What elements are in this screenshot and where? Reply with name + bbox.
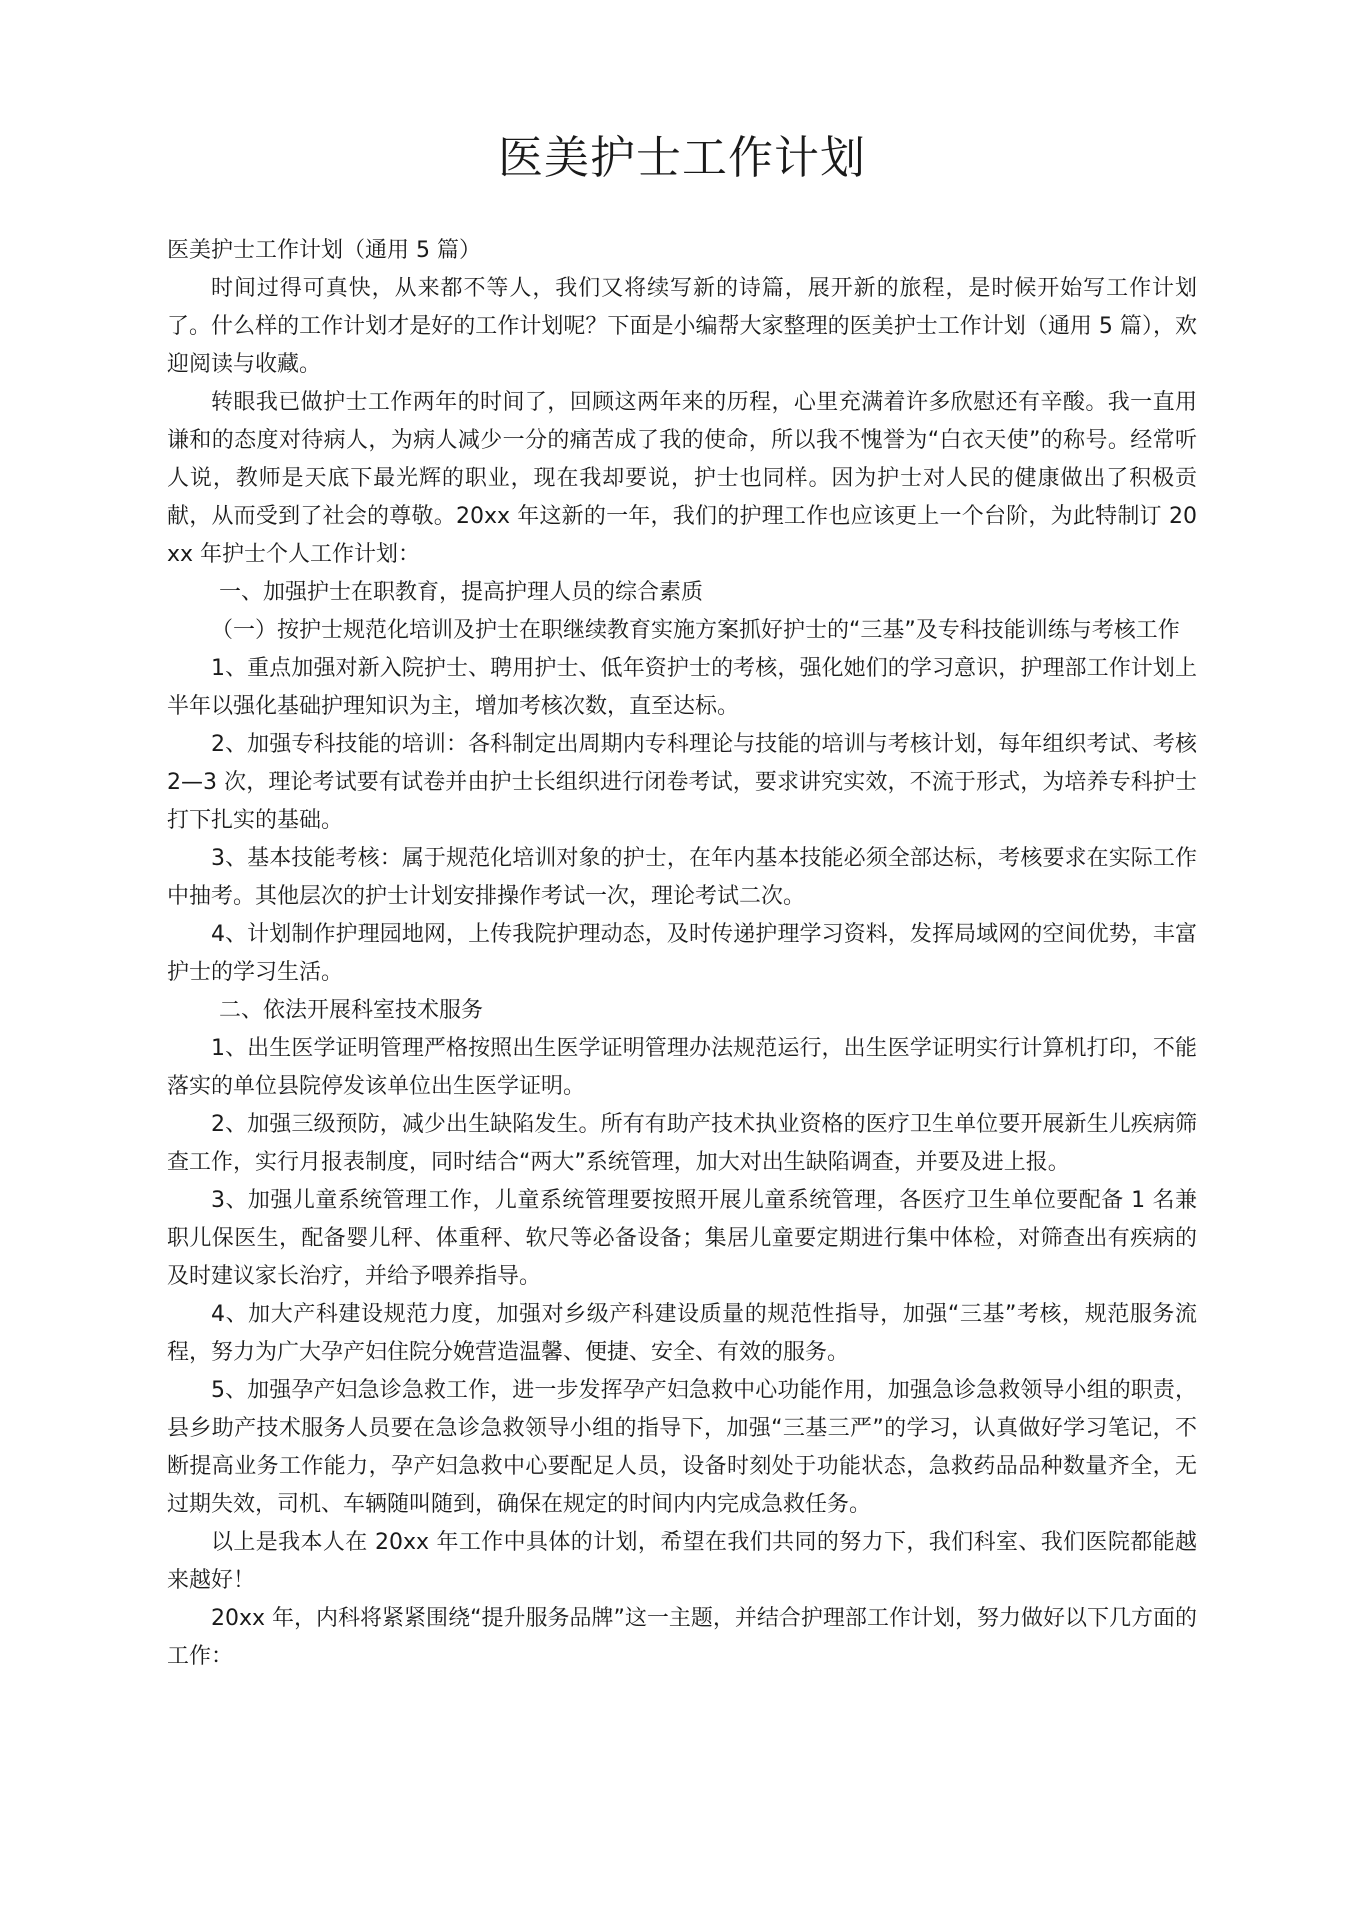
paragraph-intro: 时间过得可真快，从来都不等人，我们又将续写新的诗篇，展开新的旅程，是时候开始写工作计划了。什么样的工作计划才是好的工作计划呢？下面是小编帮大家整理的医美护士工作计划（通用 5 篇），欢迎阅读与收藏。 bbox=[167, 276, 1197, 377]
paragraph-conclusion: 以上是我本人在 20xx 年工作中具体的计划，希望在我们共同的努力下，我们科室、我们医院都能越来越好！ bbox=[167, 1530, 1197, 1593]
list-item: 3、基本技能考核：属于规范化培训对象的护士，在年内基本技能必须全部达标，考核要求在实际工作中抽考。其他层次的护士计划安排操作考试一次，理论考试二次。 bbox=[167, 846, 1197, 909]
list-item: 1、出生医学证明管理严格按照出生医学证明管理办法规范运行，出生医学证明实行计算机打印，不能落实的单位县院停发该单位出生医学证明。 bbox=[167, 1036, 1197, 1099]
list-item: 2、加强三级预防，减少出生缺陷发生。所有有助产技术执业资格的医疗卫生单位要开展新生儿疾病筛查工作，实行月报表制度，同时结合“两大”系统管理，加大对出生缺陷调查，并要及进上报。 bbox=[167, 1112, 1197, 1175]
list-item: 3、加强儿童系统管理工作，儿童系统管理要按照开展儿童系统管理，各医疗卫生单位要配备 1 名兼职儿保医生，配备婴儿秤、体重秤、软尺等必备设备；集居儿童要定期进行集中体检，对筛查出有疾病的及时建议家长治疗，并给予喂养指导。 bbox=[167, 1188, 1197, 1289]
paragraph-overview: 转眼我已做护士工作两年的时间了，回顾这两年来的历程，心里充满着许多欣慰还有辛酸。我一直用谦和的态度对待病人，为病人减少一分的痛苦成了我的使命，所以我不愧誉为“白衣天使”的称号。经常听人说，教师是天底下最光辉的职业，现在我却要说，护士也同样。因为护士对人民的健康做出了积极贡献，从而受到了社会的尊敬。20xx 年这新的一年，我们的护理工作也应该更上一个台阶，为此特制订 20xx 年护士个人工作计划： bbox=[167, 390, 1197, 567]
list-item: 1、重点加强对新入院护士、聘用护士、低年资护士的考核，强化她们的学习意识，护理部工作计划上半年以强化基础护理知识为主，增加考核次数，直至达标。 bbox=[167, 656, 1197, 719]
list-item: 5、加强孕产妇急诊急救工作，进一步发挥孕产妇急救中心功能作用，加强急诊急救领导小组的职责，县乡助产技术服务人员要在急诊急救领导小组的指导下，加强“三基三严”的学习，认真做好学习笔记，不断提高业务工作能力，孕产妇急救中心要配足人员，设备时刻处于功能状态，急救药品品种数量齐全，无过期失效，司机、车辆随叫随到，确保在规定的时间内内完成急救任务。 bbox=[167, 1378, 1197, 1517]
subsection-heading-1: （一）按护士规范化培训及护士在职继续教育实施方案抓好护士的“三基”及专科技能训练与考核工作 bbox=[211, 618, 1180, 643]
list-item: 4、计划制作护理园地网，上传我院护理动态，及时传递护理学习资料，发挥局域网的空间优势，丰富护士的学习生活。 bbox=[167, 922, 1197, 985]
document-title: 医美护士工作计划 bbox=[497, 131, 866, 184]
section-heading-1: 一、加强护士在职教育，提高护理人员的综合素质 bbox=[219, 580, 704, 605]
list-item: 2、加强专科技能的培训：各科制定出周期内专科理论与技能的培训与考核计划，每年组织考试、考核 2—3 次，理论考试要有试卷并由护士长组织进行闭卷考试，要求讲究实效，不流于形式，为培养专科护士打下扎实的基础。 bbox=[167, 732, 1197, 833]
document-body bbox=[167, 232, 1197, 1676]
list-item: 4、加大产科建设规范力度，加强对乡级产科建设质量的规范性指导，加强“三基”考核，规范服务流程，努力为广大孕产妇住院分娩营造温馨、便捷、安全、有效的服务。 bbox=[167, 1302, 1197, 1365]
paragraph-next-year: 20xx 年，内科将紧紧围绕“提升服务品牌”这一主题，并结合护理部工作计划，努力做好以下几方面的工作： bbox=[167, 1606, 1197, 1669]
document-subtitle: 医美护士工作计划（通用 5 篇） bbox=[167, 238, 481, 263]
section-heading-2: 二、依法开展科室技术服务 bbox=[219, 998, 484, 1023]
